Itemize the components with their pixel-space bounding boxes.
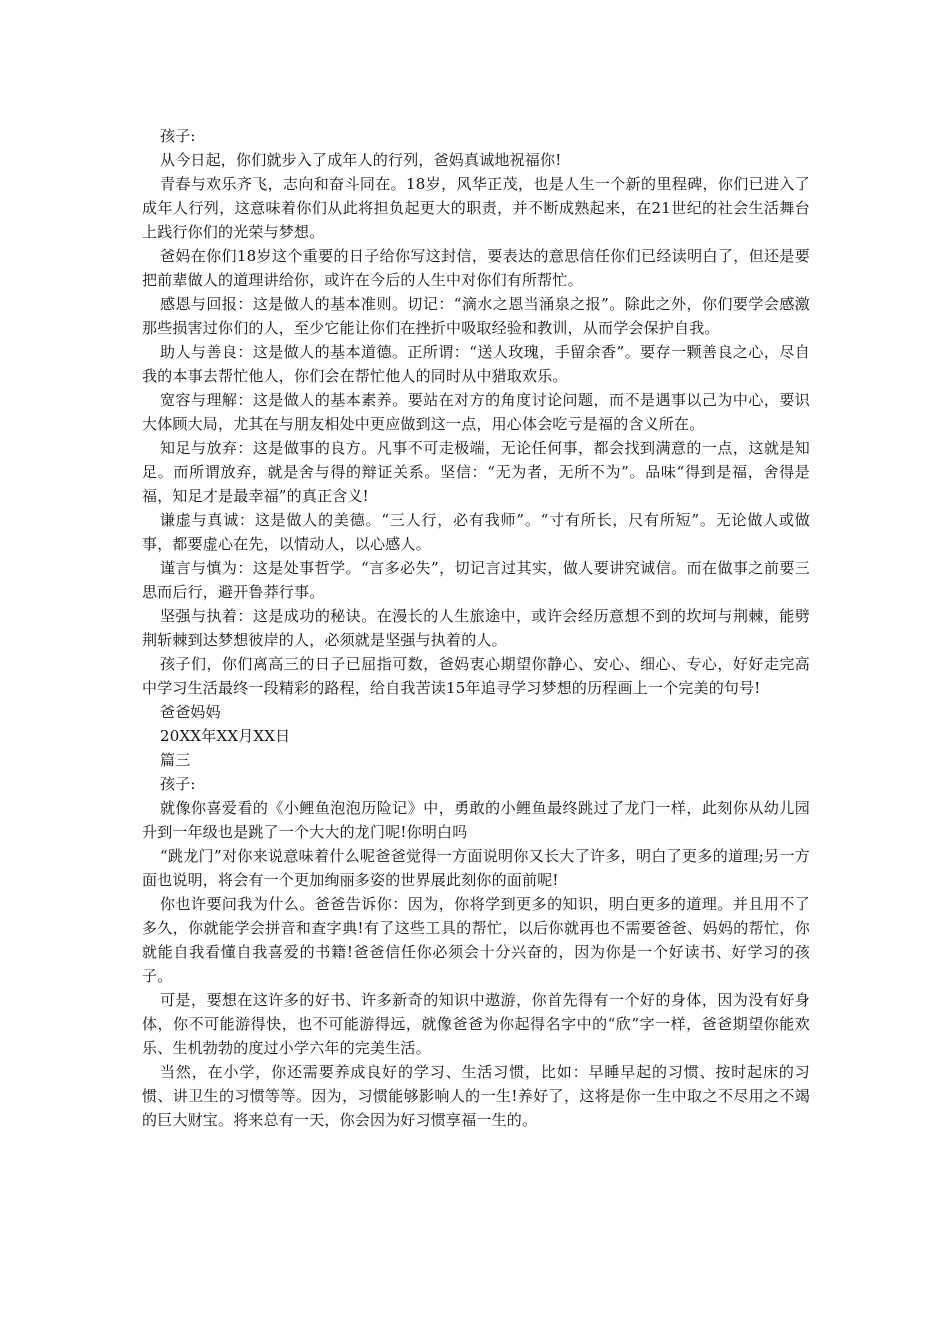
- paragraph: 坚强与执着：这是成功的秘诀。在漫长的人生旅途中，或许会经历意想不到的坎坷与荆棘，能劈荆斩棘到达梦想彼岸的人，必须就是坚强与执着的人。: [142, 607, 810, 649]
- paragraph: 助人与善良：这是做人的基本道德。正所谓：“送人玫瑰，手留余香”。要存一颗善良之心，尽自我的本事去帮忙他人，你们会在帮忙他人的同时从中猎取欢乐。: [142, 343, 810, 385]
- paragraph: 可是，要想在这许多的好书、许多新奇的知识中遨游，你首先得有一个好的身体，因为没有好身体，你不可能游得快，也不可能游得远，就像爸爸为你起得名字中的“欣”字一样，爸爸期望你能欢乐、生机勃勃的度过小学六年的完美生活。: [142, 991, 810, 1057]
- paragraph: 从今日起，你们就步入了成年人的行列，爸妈真诚地祝福你!: [160, 151, 562, 169]
- paragraph: 青春与欢乐齐飞，志向和奋斗同在。18岁，风华正茂，也是人生一个新的里程碑，你们已进入了成年人行列，这意味着你们从此将担负起更大的职责，并不断成熟起来，在21世纪的社会生活舞台上践行你们的光荣与梦想。: [142, 175, 810, 241]
- signature: 爸爸妈妈: [160, 703, 221, 721]
- section-heading: 篇三: [160, 751, 191, 769]
- paragraph: 就像你喜爱看的《小鲤鱼泡泡历险记》中，勇敢的小鲤鱼最终跳过了龙门一样，此刻你从幼儿园升到一年级也是跳了一个大大的龙门呢!你明白吗: [142, 799, 810, 841]
- paragraph: 宽容与理解：这是做人的基本素养。要站在对方的角度讨论问题，而不是遇事以己为中心，要识大体顾大局，尤其在与朋友相处中更应做到这一点，用心体会吃亏是福的含义所在。: [142, 391, 810, 433]
- salutation: 孩子:: [160, 127, 196, 145]
- paragraph: 知足与放弃：这是做事的良方。凡事不可走极端，无论任何事，都会找到满意的一点，这就是知足。而所谓放弃，就是舍与得的辩证关系。坚信：“无为者，无所不为”。品味“得到是福，舍得是福，知足才是最幸福”的真正含义!: [142, 439, 810, 505]
- paragraph: 感恩与回报：这是做人的基本准则。切记：“滴水之恩当涌泉之报”。除此之外，你们要学会感激那些损害过你们的人，至少它能让你们在挫折中吸取经验和教训，从而学会保护自我。: [142, 295, 810, 337]
- paragraph: 爸妈在你们18岁这个重要的日子给你写这封信，要表达的意思信任你们已经读明白了，但还是要把前辈做人的道理讲给你，或许在今后的人生中对你们有所帮忙。: [142, 247, 810, 289]
- salutation: 孩子:: [160, 775, 196, 793]
- paragraph: 谨言与慎为：这是处事哲学。“言多必失”，切记言过其实，做人要讲究诚信。而在做事之前要三思而后行，避开鲁莽行事。: [142, 559, 810, 601]
- date: 20XX年XX月XX日: [160, 727, 291, 745]
- paragraph: “跳龙门”对你来说意味着什么呢爸爸觉得一方面说明你又长大了许多，明白了更多的道理;另一方面也说明，将会有一个更加绚丽多姿的世界展此刻你的面前呢!: [142, 847, 810, 889]
- paragraph: 你也许要问我为什么。爸爸告诉你：因为，你将学到更多的知识，明白更多的道理。并且用不了多久，你就能学会拼音和查字典!有了这些工具的帮忙，以后你就再也不需要爸爸、妈妈的帮忙，你就能自我看懂自我喜爱的书籍!爸爸信任你必须会十分兴奋的，因为你是一个好读书、好学习的孩子。: [142, 895, 810, 985]
- document-body: [142, 124, 810, 1132]
- paragraph: 孩子们，你们离高三的日子已屈指可数，爸妈衷心期望你静心、安心、细心、专心，好好走完高中学习生活最终一段精彩的路程，给自我苦读15年追寻学习梦想的历程画上一个完美的句号!: [142, 655, 810, 697]
- paragraph: 谦虚与真诚：这是做人的美德。“三人行，必有我师”。“寸有所长，尺有所短”。无论做人或做事，都要虚心在先，以情动人，以心感人。: [142, 511, 810, 553]
- paragraph: 当然，在小学，你还需要养成良好的学习、生活习惯，比如：早睡早起的习惯、按时起床的习惯、讲卫生的习惯等等。因为，习惯能够影响人的一生!养好了，这将是你一生中取之不尽用之不竭的巨大财宝。将来总有一天，你会因为好习惯享福一生的。: [142, 1063, 810, 1129]
